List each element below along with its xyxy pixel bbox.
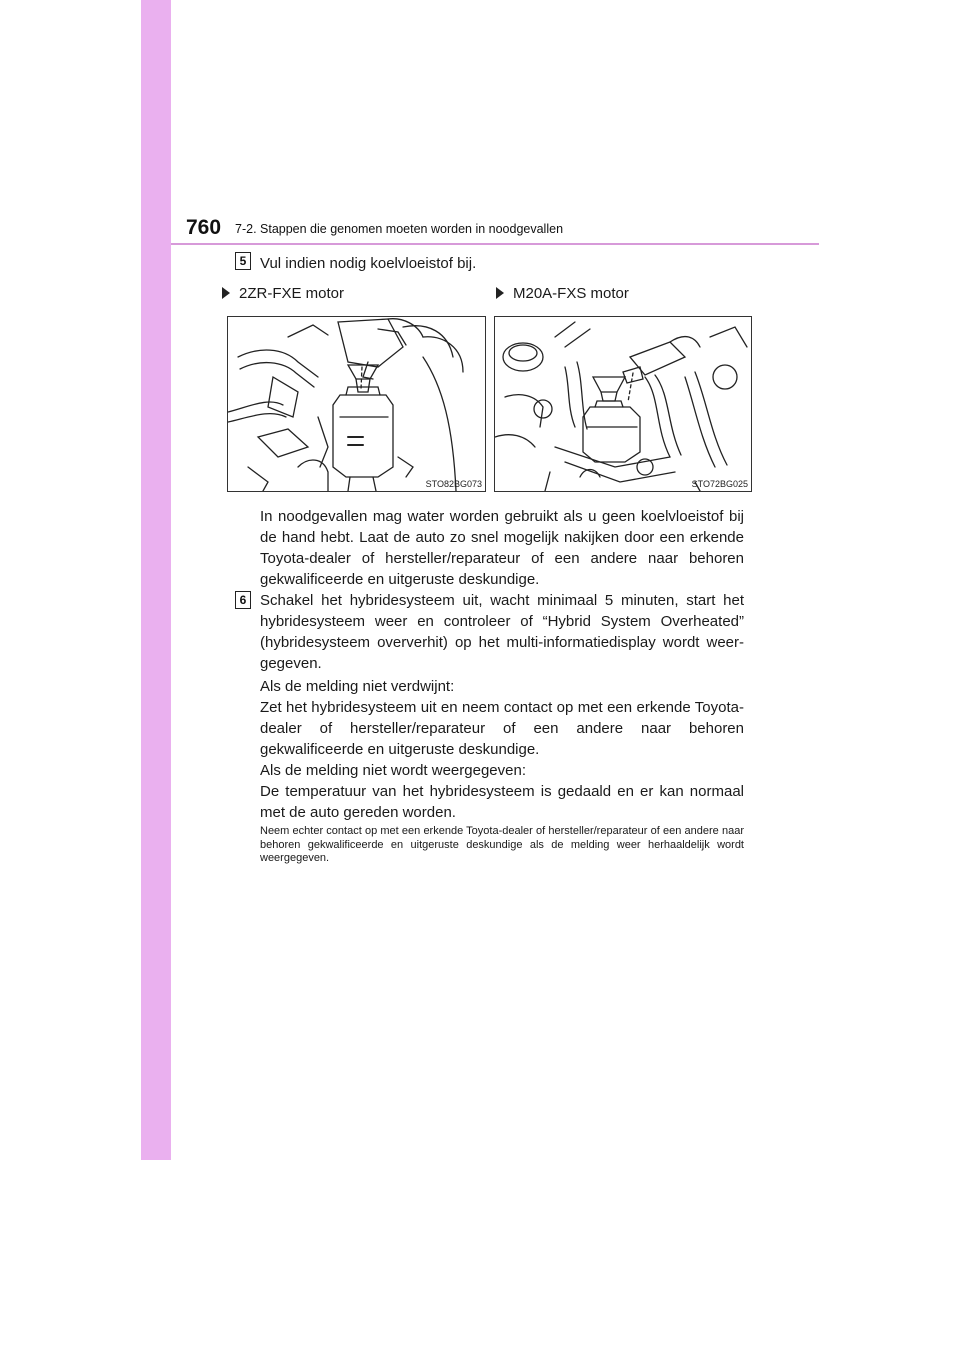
triangle-bullet-icon bbox=[222, 287, 230, 299]
step-5-badge: 5 bbox=[235, 252, 251, 270]
triangle-bullet-icon bbox=[496, 287, 504, 299]
engine-illustration-m20a bbox=[495, 317, 751, 491]
step-6-badge: 6 bbox=[235, 591, 251, 609]
header-divider bbox=[171, 243, 819, 245]
step-5-text: Vul indien nodig koelvloeistof bij. bbox=[260, 255, 477, 272]
if-not-shown-heading: Als de melding niet wordt weergegeven: bbox=[260, 762, 526, 779]
section-title: 7-2. Stappen die genomen moeten worden in noodgevallen bbox=[235, 222, 564, 236]
figure-2zr-coolant-fill bbox=[227, 316, 486, 492]
engine-label-m20a: M20A-FXS motor bbox=[496, 285, 629, 302]
engine-label-2zr: 2ZR-FXE motor bbox=[222, 285, 344, 302]
engine-illustration-2zr bbox=[228, 317, 485, 491]
figure-m20a-coolant-fill bbox=[494, 316, 752, 492]
emergency-water-paragraph: In noodgevallen mag water worden gebruikt als u geen koelvloeistof bij de hand hebt. Laat de auto zo snel mogelijk nakijken door een erkende Toyota-dealer of hersteller/reparateur of een andere naar behoren gekwalificeerde en uitgeruste deskundige. bbox=[260, 508, 744, 588]
page-number: 760 bbox=[186, 216, 222, 239]
step-6-paragraph: Schakel het hybridesysteem uit, wacht minimaal 5 minuten, start het hybridesysteem weer en controleer of “Hybrid System Overheated” (hybridesysteem oververhit) op het multi-informatiedisplay wordt weer-gegeven. bbox=[260, 592, 744, 672]
figure-code: STO82BG073 bbox=[425, 479, 482, 489]
chapter-sidebar-tab bbox=[141, 0, 171, 1160]
figure-code: STO72BG025 bbox=[691, 479, 748, 489]
if-not-disappear-heading: Als de melding niet verdwijnt: bbox=[260, 678, 455, 695]
if-not-shown-text: De temperatuur van het hybridesysteem is gedaald en er kan normaal met de auto gereden worden. bbox=[260, 783, 744, 821]
if-not-disappear-text: Zet het hybridesysteem uit en neem contact op met een erkende Toyota-dealer of hersteller/reparateur of een andere naar behoren gekwalificeerde en uitgeruste deskundige. bbox=[260, 699, 744, 758]
repeat-warning-note: Neem echter contact op met een erkende Toyota-dealer of hersteller/reparateur of een andere naar behoren gekwalificeerde en uitgeruste deskundige als de melding weer herhaaldelijk wordt weergegeven. bbox=[260, 825, 744, 864]
